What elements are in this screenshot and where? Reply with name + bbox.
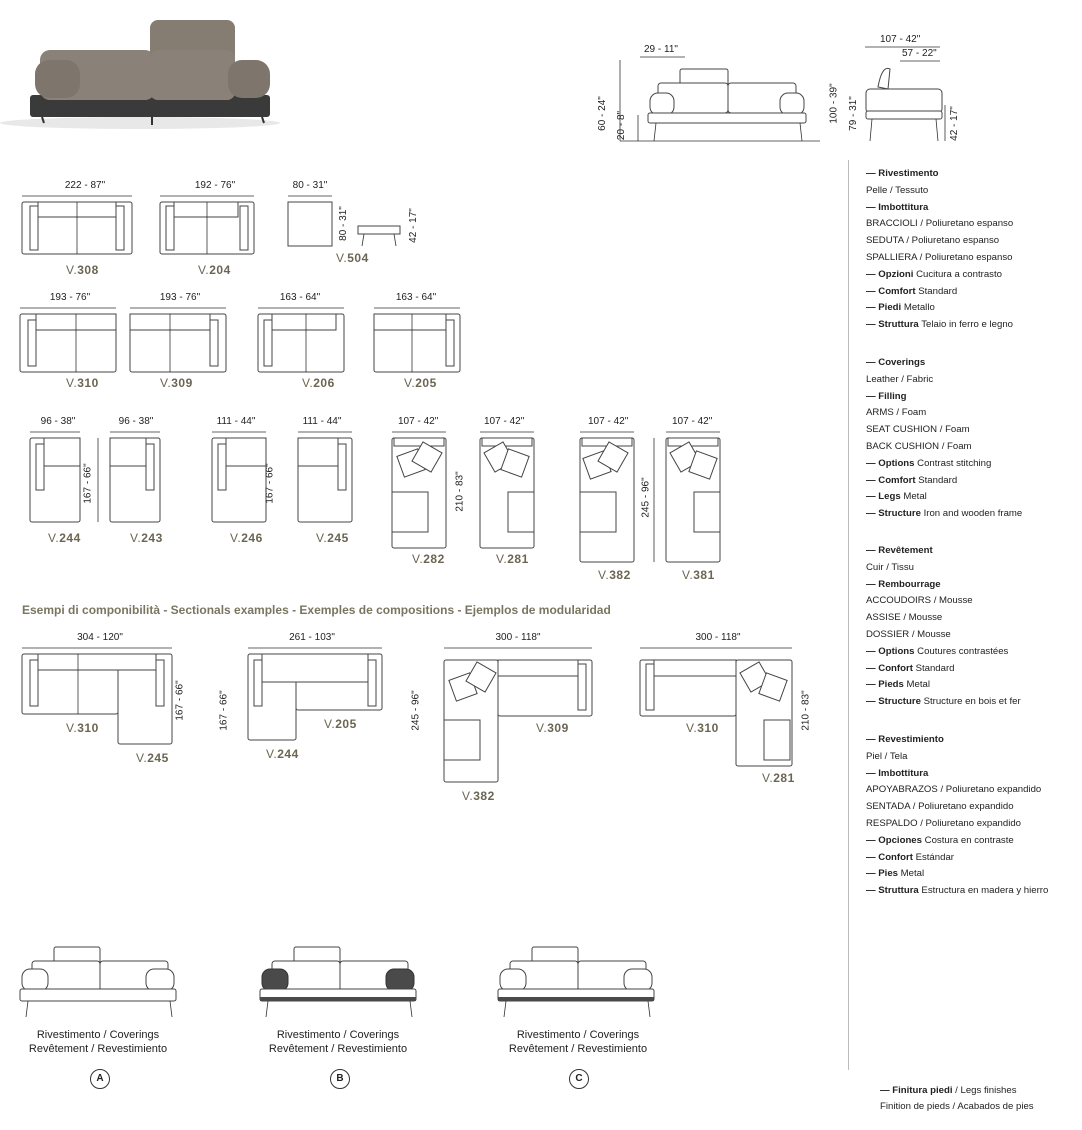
spec-fr-9: — Structure Structure en bois et fer xyxy=(866,696,1021,708)
spec-fr-2: — Rembourrage xyxy=(866,578,941,590)
spec-es-1: Piel / Tela xyxy=(866,750,908,762)
variant-a-caption: Rivestimento / Coverings Revêtement / Revestimiento xyxy=(28,1029,168,1055)
dim-504-v1: 80 - 31" xyxy=(337,206,349,241)
spec-es-7: — Confort Estándar xyxy=(866,851,954,863)
spec-en-1: Leather / Fabric xyxy=(866,373,934,385)
plan-382 xyxy=(580,432,640,564)
spec-fr-5: DOSSIER / Mousse xyxy=(866,628,951,640)
plan-310 xyxy=(20,308,120,372)
dim-side-h1: 100 - 39" xyxy=(828,83,840,124)
sectional-4-code-a: V.310 xyxy=(686,721,719,735)
spec-es-6: — Opciones Costura en contraste xyxy=(866,834,1014,846)
row3-dim-245: 111 - 44" xyxy=(302,416,342,427)
row3-dim-281: 107 - 42" xyxy=(484,416,525,427)
dim-side-h3: 42 - 17" xyxy=(948,106,960,141)
side-elevation-drawing xyxy=(860,45,950,145)
dim-height-1: 60 - 24" xyxy=(596,96,608,131)
row3-dim-243: 96 - 38" xyxy=(118,416,154,427)
row1-dim-204: 192 - 76" xyxy=(194,180,236,191)
spec-en-8: — Legs Metal xyxy=(866,491,927,503)
row3-dim-381: 107 - 42" xyxy=(672,416,713,427)
code-382: V.382 xyxy=(598,568,631,582)
sectional-2-dim: 261 - 103" xyxy=(289,632,335,643)
dim-side-top-1: 107 - 42" xyxy=(880,34,921,45)
spec-en-5: BACK CUSHION / Foam xyxy=(866,440,972,452)
code-504: V.504 xyxy=(336,251,369,265)
sectional-4-dim: 300 - 118" xyxy=(695,632,741,643)
variant-a-badge[interactable]: A xyxy=(90,1069,110,1089)
spec-en-3: ARMS / Foam xyxy=(866,407,927,419)
spec-it-0: — Rivestimento xyxy=(866,168,939,179)
spec-en-7: — Comfort Standard xyxy=(866,474,958,486)
plan-245 xyxy=(298,432,358,524)
variant-c-badge[interactable]: C xyxy=(569,1069,589,1089)
row2-dim-206: 163 - 64" xyxy=(279,292,321,303)
dim-504-v2: 42 - 17" xyxy=(407,208,419,243)
dim-width-top: 29 - 11" xyxy=(644,44,678,55)
sectional-3-code-a: V.309 xyxy=(536,721,569,735)
row3-dim-244: 96 - 38" xyxy=(40,416,76,427)
dim-side-h2: 79 - 31" xyxy=(847,96,859,131)
sectional-2-dim-v: 167 - 66" xyxy=(218,690,230,731)
spec-it-1: Pelle / Tessuto xyxy=(866,184,929,196)
code-381: V.381 xyxy=(682,568,715,582)
spec-it-3: BRACCIOLI / Poliuretano espanso xyxy=(866,218,1014,230)
variant-b-drawing xyxy=(260,945,420,1020)
plan-204 xyxy=(160,196,260,260)
code-243: V.243 xyxy=(130,531,163,545)
code-310: V.310 xyxy=(66,376,99,390)
sectional-4-code-b: V.281 xyxy=(762,771,795,785)
sectional-3-plan xyxy=(444,648,594,784)
sectional-1-dim-v: 167 - 66" xyxy=(174,680,186,721)
variant-c-drawing xyxy=(498,945,658,1020)
row1-dim-504: 80 - 31" xyxy=(292,180,328,191)
row3-dim-382: 107 - 42" xyxy=(588,416,629,427)
spec-it-9: — Struttura Telaio in ferro e legno xyxy=(866,319,1013,331)
sectional-2-code-a: V.205 xyxy=(324,717,357,731)
legs-subtitle: Finition de pieds / Acabados de pies xyxy=(880,1101,1034,1112)
spec-es-8: — Pies Metal xyxy=(866,868,925,880)
column-divider xyxy=(848,160,849,1070)
code-206: V.206 xyxy=(302,376,335,390)
spec-fr-7: — Confort Standard xyxy=(866,662,955,674)
spec-es-4: SENTADA / Poliuretano expandido xyxy=(866,801,1014,813)
row2-dim-205: 163 - 64" xyxy=(395,292,437,303)
plan-206 xyxy=(258,308,348,372)
spec-en-2: — Filling xyxy=(866,390,907,402)
dim-side-top-2: 57 - 22" xyxy=(902,48,937,59)
plan-308 xyxy=(22,196,137,260)
specs-french xyxy=(866,543,1021,711)
front-elevation-drawing xyxy=(620,55,820,150)
dim-243-v: 167 - 66" xyxy=(82,463,94,504)
spec-en-0: — Coverings xyxy=(866,357,926,368)
sectional-1-code-a: V.310 xyxy=(66,721,99,735)
sectional-1-dim: 304 - 120" xyxy=(77,632,123,643)
spec-it-5: SPALLIERA / Poliuretano espanso xyxy=(866,251,1013,263)
code-282: V.282 xyxy=(412,552,445,566)
code-281: V.281 xyxy=(496,552,529,566)
spec-en-4: SEAT CUSHION / Foam xyxy=(866,424,970,436)
sectional-4-dim-v: 210 - 83" xyxy=(800,690,812,731)
sofa-photo xyxy=(0,15,280,130)
sectionals-title: Esempi di componibilità - Sectionals examples - Exemples de compositions - Ejemplos de modularidad xyxy=(22,603,611,617)
spec-es-2: — Imbottitura xyxy=(866,767,929,779)
sectional-1-code-b: V.245 xyxy=(136,751,169,765)
sectional-3-dim: 300 - 118" xyxy=(495,632,541,643)
spec-it-6: — Opzioni Cucitura a contrasto xyxy=(866,268,1002,280)
sectional-2-plan xyxy=(248,648,388,744)
sectional-2-code-b: V.244 xyxy=(266,747,299,761)
spec-it-8: — Piedi Metallo xyxy=(866,302,935,314)
code-245: V.245 xyxy=(316,531,349,545)
specs-spanish xyxy=(866,732,1048,900)
row3-dim-246: 111 - 44" xyxy=(216,416,256,427)
sectional-3-code-b: V.382 xyxy=(462,789,495,803)
dim-245-v: 167 - 66" xyxy=(264,463,276,504)
spec-fr-4: ASSISE / Mousse xyxy=(866,612,943,624)
plan-282 xyxy=(392,432,452,550)
spec-fr-3: ACCOUDOIRS / Mousse xyxy=(866,595,973,607)
row2-dim-309: 193 - 76" xyxy=(159,292,201,303)
code-309: V.309 xyxy=(160,376,193,390)
spec-es-9: — Struttura Estructura en madera y hierro xyxy=(866,885,1049,897)
plan-205 xyxy=(374,308,464,372)
row1-dim-308: 222 - 87" xyxy=(64,180,106,191)
spec-es-5: RESPALDO / Poliuretano expandido xyxy=(866,817,1022,829)
variant-a-drawing xyxy=(20,945,180,1020)
spec-es-3: APOYABRAZOS / Poliuretano expandido xyxy=(866,784,1042,796)
legs-finishes xyxy=(880,1083,1034,1115)
sectional-1-plan xyxy=(22,648,178,748)
spec-it-7: — Comfort Standard xyxy=(866,285,958,297)
spec-it-4: SEDUTA / Poliuretano espanso xyxy=(866,235,1000,247)
specs-english xyxy=(866,355,1022,523)
spec-fr-6: — Options Coutures contrastées xyxy=(866,645,1009,657)
plan-281 xyxy=(480,432,540,550)
dim-282-v: 210 - 83" xyxy=(454,471,466,512)
code-244: V.244 xyxy=(48,531,81,545)
legs-title: — Finitura piedi xyxy=(880,1085,953,1096)
code-308: V.308 xyxy=(66,263,99,277)
variant-c-caption: Rivestimento / Coverings Revêtement / Revestimiento xyxy=(508,1029,648,1055)
variant-b-caption: Rivestimento / Coverings Revêtement / Revestimiento xyxy=(268,1029,408,1055)
plan-243 xyxy=(110,432,170,524)
plan-244 xyxy=(30,432,90,524)
code-205: V.205 xyxy=(404,376,437,390)
plan-309 xyxy=(130,308,230,372)
spec-fr-0: — Revêtement xyxy=(866,545,933,556)
sectional-3-dim-v: 245 - 96" xyxy=(410,690,422,731)
dim-height-2: 20 - 8" xyxy=(616,110,628,141)
spec-en-9: — Structure Iron and wooden frame xyxy=(866,508,1023,520)
variant-b-badge[interactable]: B xyxy=(330,1069,350,1089)
spec-fr-8: — Pieds Metal xyxy=(866,679,930,691)
spec-es-0: — Revestimiento xyxy=(866,734,944,745)
plan-246 xyxy=(212,432,272,524)
row3-dim-282: 107 - 42" xyxy=(398,416,439,427)
code-204: V.204 xyxy=(198,263,231,277)
row2-dim-310: 193 - 76" xyxy=(49,292,91,303)
code-246: V.246 xyxy=(230,531,263,545)
spec-it-2: — Imbottitura xyxy=(866,201,929,213)
spec-en-6: — Options Contrast stitching xyxy=(866,457,992,469)
plan-381 xyxy=(666,432,726,564)
legs-title-en: / Legs finishes xyxy=(952,1085,1017,1096)
spec-fr-1: Cuir / Tissu xyxy=(866,561,914,573)
dim-382-v: 245 - 96" xyxy=(640,477,652,518)
specs-italian xyxy=(866,166,1013,334)
sectional-4-plan xyxy=(640,648,800,768)
